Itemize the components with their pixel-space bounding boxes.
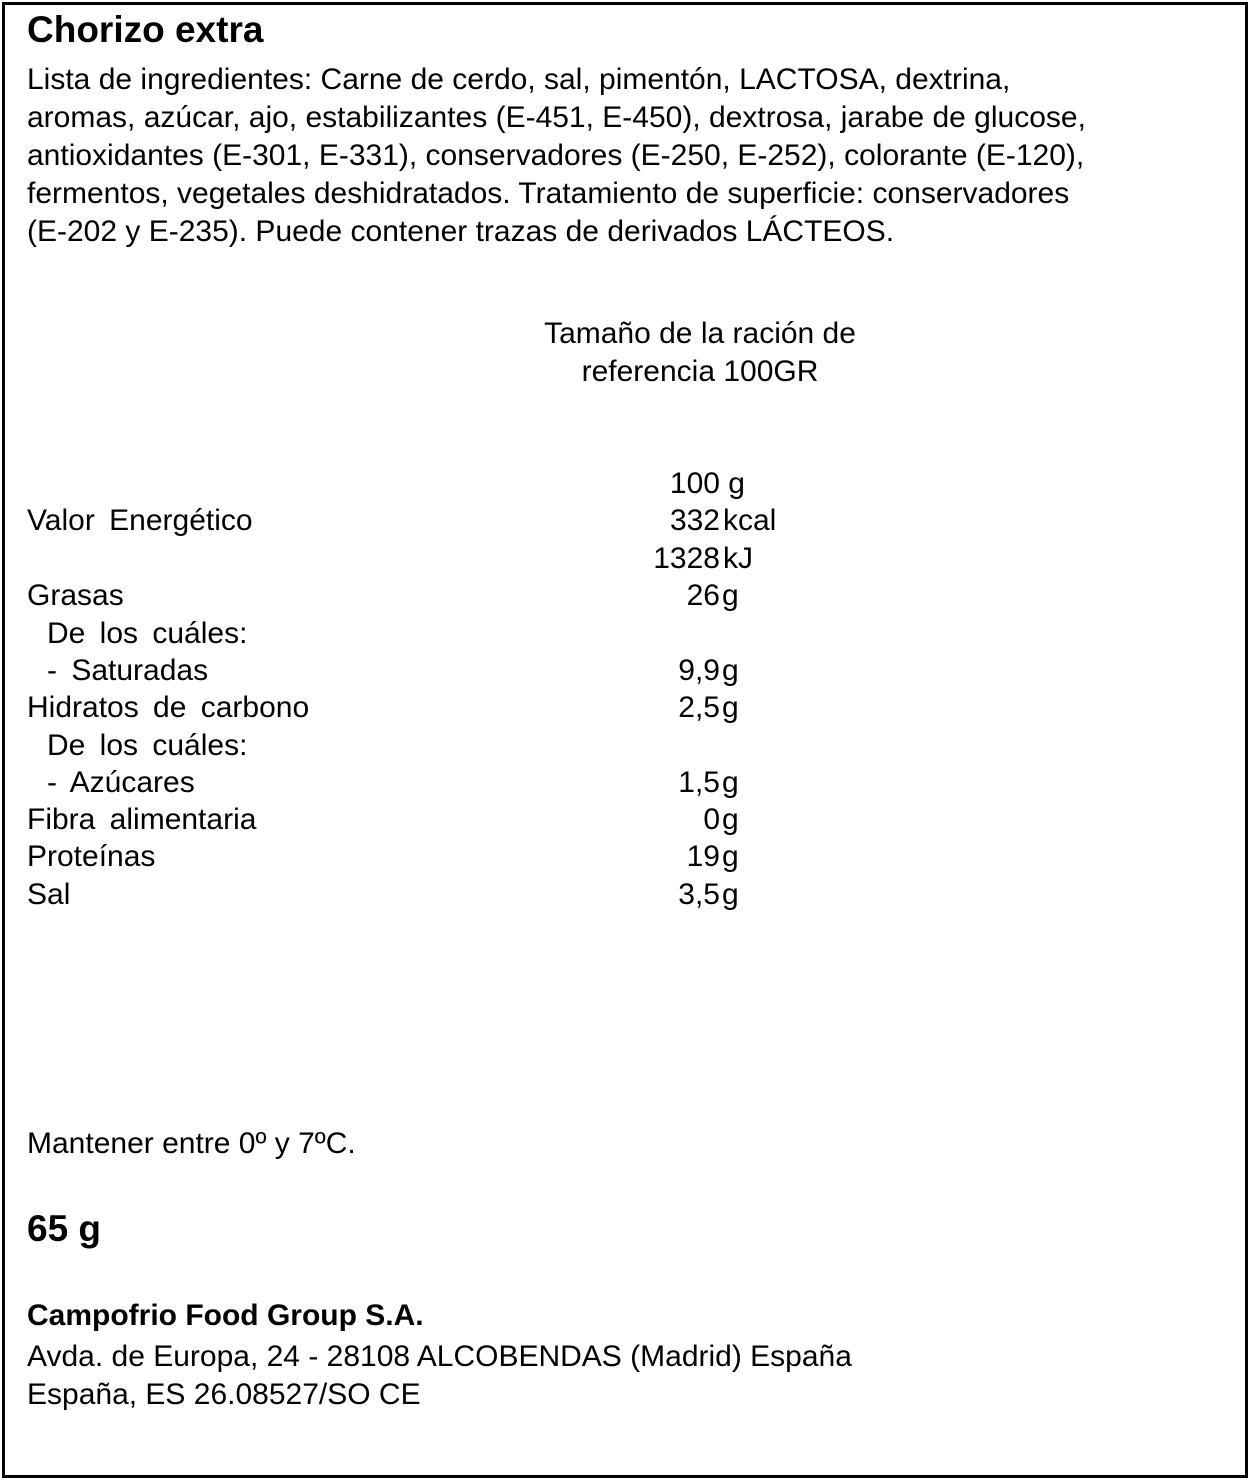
energy-kj-value: 1328 xyxy=(653,542,720,575)
storage-instructions: Mantener entre 0º y 7ºC. xyxy=(27,1127,356,1160)
health-mark: España, ES 26.08527/SO CE xyxy=(27,1378,421,1411)
nutrient-label-fat: Grasas xyxy=(27,579,124,612)
ingredients-text xyxy=(27,61,1086,251)
energy-kj-unit: kJ xyxy=(723,542,753,575)
nutrient-unit-sugars: g xyxy=(722,766,739,799)
nutrient-value-salt: 3,5 xyxy=(678,878,720,911)
product-label xyxy=(2,2,1248,1478)
energy-kcal-value: 332 xyxy=(669,504,720,537)
net-weight: 65 g xyxy=(27,1208,102,1249)
nutrient-label-fibre: Fibra alimentaria xyxy=(27,803,257,836)
nutrient-label-saturated: - Saturadas xyxy=(47,654,209,687)
nutrient-value-fibre: 0 xyxy=(703,803,720,836)
nutrient-unit-salt: g xyxy=(722,878,739,911)
nutrient-label-protein: Proteínas xyxy=(27,840,156,873)
product-title: Chorizo extra xyxy=(27,9,264,50)
manufacturer-name: Campofrio Food Group S.A. xyxy=(27,1299,424,1332)
energy-kcal-unit: kcal xyxy=(723,504,777,537)
nutrient-unit-saturated: g xyxy=(722,654,739,687)
nutrition-column-header: 100 g xyxy=(669,467,745,500)
nutrient-unit-fibre: g xyxy=(722,803,739,836)
serving-size-line: referencia 100GR xyxy=(581,355,819,388)
manufacturer-address xyxy=(27,1338,852,1414)
nutrient-label-of-which: De los cuáles: xyxy=(47,729,248,762)
address-line: Avda. de Europa, 24 - 28108 ALCOBENDAS (Madrid) España xyxy=(27,1340,852,1373)
ingredients-line: Lista de ingredientes: Carne de cerdo, sal, pimentón, LACTOSA, dextrina, xyxy=(27,63,1011,96)
nutrient-label-salt: Sal xyxy=(27,878,71,911)
ingredients-line: (E-202 y E-235). Puede contener trazas de derivados LÁCTEOS. xyxy=(27,215,895,248)
serving-size-line: Tamaño de la ración de xyxy=(544,317,856,350)
nutrient-unit-fat: g xyxy=(722,579,739,612)
nutrient-label-sugars: - Azúcares xyxy=(47,766,195,799)
nutrient-unit-protein: g xyxy=(722,840,739,873)
nutrient-value-fat: 26 xyxy=(686,579,720,612)
nutrient-unit-carbohydrates: g xyxy=(722,691,739,724)
nutrient-label-carbohydrates: Hidratos de carbono xyxy=(27,691,310,724)
ingredients-line: antioxidantes (E-301, E-331), conservadores (E-250, E-252), colorante (E-120), xyxy=(27,139,1085,172)
nutrient-value-carbohydrates: 2,5 xyxy=(678,691,720,724)
nutrient-value-saturated: 9,9 xyxy=(678,654,720,687)
nutrient-value-protein: 19 xyxy=(686,840,720,873)
ingredients-line: fermentos, vegetales deshidratados. Tratamiento de superficie: conservadores xyxy=(27,177,1070,210)
serving-size xyxy=(445,315,955,391)
energy-label: Valor Energético xyxy=(27,504,253,537)
nutrient-value-sugars: 1,5 xyxy=(678,766,720,799)
ingredients-line: aromas, azúcar, ajo, estabilizantes (E-451, E-450), dextrosa, jarabe de glucose, xyxy=(27,101,1086,134)
nutrient-label-of-which: De los cuáles: xyxy=(47,617,248,650)
